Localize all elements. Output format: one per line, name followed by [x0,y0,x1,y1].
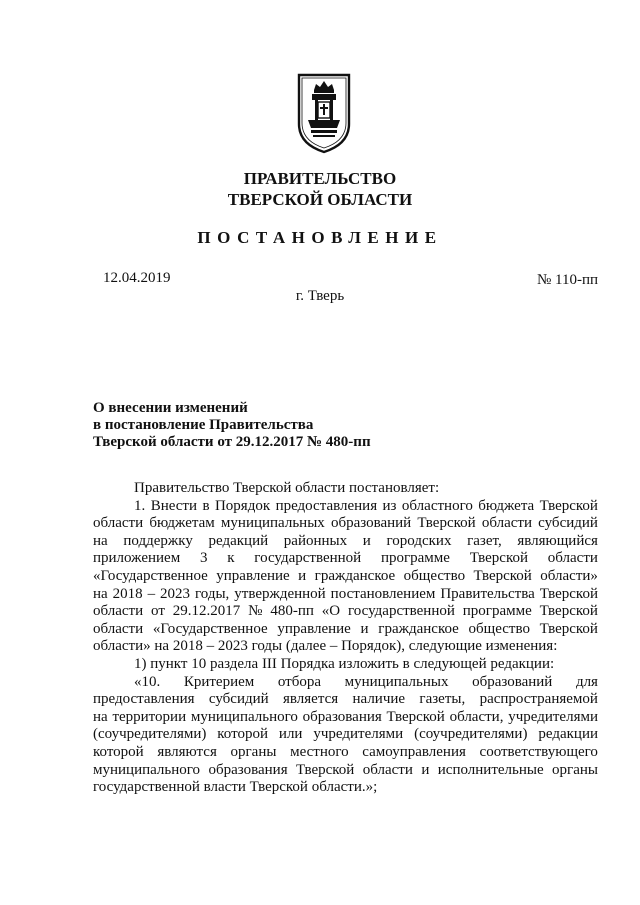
body-line: предоставления субсидий является наличие газеты, распространяемой [93,691,598,708]
body-line: муниципального образования Тверской области и исполнительные органы [93,761,598,778]
body-line: приложением 3 к государственной программе Тверской области [93,550,598,567]
tver-coat-of-arms-icon [296,72,352,154]
body-line: области» на 2018 – 2023 годы (далее – Порядок), следующие изменения: [93,638,558,655]
body-line: 1) пункт 10 раздела III Порядка изложить в следующей редакции: [134,655,555,672]
body-line: на 2018 – 2023 годы, утвержденной постановлением Правительства Тверской [93,585,598,602]
body-line: Правительство Тверской области постановляет: [134,480,440,496]
subject-line: О внесении изменений [93,400,248,416]
body-line: государственной власти Тверской области.»; [93,779,378,796]
organization-name-line2: ТВЕРСКОЙ ОБЛАСТИ [227,190,413,209]
document-date: 12.04.2019 [103,270,171,286]
body-line: (соучредителями) которой или учредителями (соучредителями) редакции [93,726,598,743]
body-line: на территории муниципального образования Тверской области, учредителями [93,708,598,725]
body-line: области бюджетам муниципальных образований Тверской области субсидий [93,515,598,532]
body-line: на поддержку редакций районных и городских газет, являющийся [93,532,598,549]
document-city: г. Тверь [295,288,345,304]
body-line: «Государственное управление и гражданское общество Тверской области» [93,567,598,584]
body-line: области «Государственное управление и гражданское общество Тверской [93,620,598,637]
body-line: которой являются органы местного самоуправления соответствующего [93,743,598,760]
document-number: № 110-пп [536,272,598,288]
subject-line: в постановление Правительства [93,417,314,433]
document-body [93,480,598,797]
document-subject [93,400,513,451]
body-line: 1. Внести в Порядок предоставления из областного бюджета Тверской [134,497,598,514]
subject-line: Тверской области от 29.12.2017 № 480-пп [93,434,371,450]
body-line: «10. Критерием отбора муниципальных образований для [134,673,598,690]
document-type: ПОСТАНОВЛЕНИЕ [197,228,443,247]
organization-name-line1: ПРАВИТЕЛЬСТВО [243,169,397,188]
body-line: области от 29.12.2017 № 480-пп «О государственной программе Тверской [93,603,598,620]
